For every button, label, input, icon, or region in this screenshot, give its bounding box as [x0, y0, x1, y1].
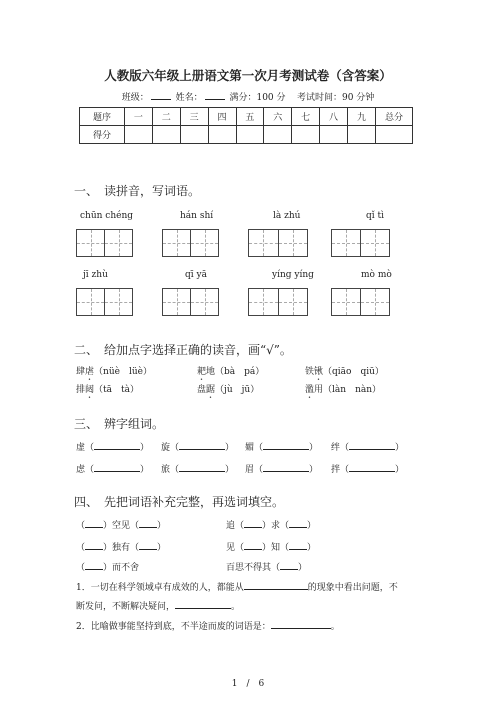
reading-options[interactable]: （bà pá） [215, 367, 265, 377]
score-col-5: 五 [236, 108, 264, 126]
section-1-heading: 一、 读拼音，写词语。 [74, 184, 201, 198]
question-2: 2．比喻做事能坚持到底，不半途而废的词语是： 。 [76, 619, 340, 632]
idiom-item: 百思不得其（ ） [226, 560, 307, 573]
name-blank[interactable] [205, 91, 225, 100]
answer-blank[interactable] [85, 518, 103, 528]
pinyin-1-4: qǐ tì [366, 211, 384, 221]
answer-blank[interactable] [179, 462, 225, 472]
score-cell[interactable] [348, 126, 376, 144]
char: 媚 [245, 443, 255, 453]
answer-blank[interactable] [244, 580, 308, 590]
char-item: 媚（ ） [245, 440, 318, 453]
reading-item: 耙地（bà pá） [197, 367, 265, 377]
score-col-total: 总分 [376, 108, 413, 126]
char-item: 绊（ ） [331, 440, 404, 453]
score-cell[interactable] [208, 126, 236, 144]
score-value-row [80, 126, 413, 144]
answer-blank[interactable] [263, 440, 309, 450]
writing-grid[interactable] [248, 288, 308, 316]
char-item: 虚（ ） [76, 440, 149, 453]
score-col-6: 六 [264, 108, 292, 126]
writing-grid[interactable] [76, 229, 133, 257]
answer-blank[interactable] [179, 440, 225, 450]
answer-blank[interactable] [85, 560, 103, 570]
char: 眉 [245, 465, 255, 475]
pinyin-2-4: mò mò [361, 270, 392, 280]
idiom-item: 追（ ）求（ ） [226, 518, 316, 531]
score-col-4: 四 [208, 108, 236, 126]
writing-grid[interactable] [162, 229, 219, 257]
score-col-7: 七 [292, 108, 320, 126]
char: 旅 [161, 465, 171, 475]
char: 拌 [331, 465, 341, 475]
dotted-char: 闼 [85, 385, 95, 395]
pinyin-1-3: là zhú [273, 211, 301, 221]
answer-blank[interactable] [244, 540, 262, 550]
char: 虚 [76, 443, 86, 453]
answer-blank[interactable] [263, 462, 309, 472]
reading-item: 铁锹（qiāo qiū） [305, 367, 384, 377]
name-label: 姓名： [175, 93, 203, 103]
char: 绊 [331, 443, 341, 453]
score-col-8: 八 [320, 108, 348, 126]
answer-blank[interactable] [94, 440, 140, 450]
answer-blank[interactable] [94, 462, 140, 472]
exam-info [0, 90, 496, 103]
char: 旋 [161, 443, 171, 453]
page-number: 1 / 6 [231, 679, 265, 689]
score-col-label: 题序 [80, 108, 125, 126]
question-1-line-2: 断发问，不断解决疑问， 。 [76, 599, 240, 612]
reading-options[interactable]: （tā tà） [94, 385, 139, 395]
reading-options[interactable]: （nüè lüè） [94, 367, 152, 377]
score-cell[interactable] [236, 126, 264, 144]
answer-blank[interactable] [349, 440, 395, 450]
class-label: 班级： [121, 93, 149, 103]
pinyin-1-1: chūn chéng [80, 211, 134, 221]
full-score: 满分：100 分 [229, 93, 286, 103]
answer-blank[interactable] [139, 540, 157, 550]
score-cell[interactable] [376, 126, 413, 144]
score-row-label: 得分 [80, 126, 125, 144]
score-cell[interactable] [264, 126, 292, 144]
char-item: 旋（ ） [161, 440, 234, 453]
char-item: 拌（ ） [331, 462, 404, 475]
class-blank[interactable] [151, 91, 171, 100]
score-cell[interactable] [125, 126, 153, 144]
dotted-char: 踞 [206, 385, 216, 395]
score-col-2: 二 [152, 108, 180, 126]
dotted-char: 锹 [314, 367, 324, 377]
pinyin-2-1: jī zhù [83, 270, 108, 280]
writing-grid[interactable] [331, 288, 390, 316]
answer-blank[interactable] [244, 518, 262, 528]
answer-blank[interactable] [175, 599, 231, 609]
pinyin-1-2: hán shí [180, 211, 214, 221]
dotted-char: 耙 [197, 367, 207, 377]
score-col-3: 三 [180, 108, 208, 126]
reading-item: 濫用（làn nàn） [305, 385, 382, 395]
dotted-char: 濫 [305, 385, 315, 395]
reading-item: 排闼（tā tà） [76, 385, 139, 395]
dotted-char: 虐 [85, 367, 95, 377]
score-cell[interactable] [152, 126, 180, 144]
reading-item: 肆虐（nüè lüè） [76, 367, 152, 377]
pinyin-2-2: qī yā [185, 270, 207, 280]
pinyin-2-3: yíng yíng [272, 270, 314, 280]
question-1-line-1: 1．一切在科学领域卓有成效的人，都能从 的现象中看出问题，不 [76, 580, 398, 593]
char-item: 旅（ ） [161, 462, 234, 475]
score-col-1: 一 [125, 108, 153, 126]
score-col-9: 九 [348, 108, 376, 126]
score-cell[interactable] [292, 126, 320, 144]
score-cell[interactable] [180, 126, 208, 144]
answer-blank[interactable] [139, 518, 157, 528]
section-2-heading: 二、 给加点字选择正确的读音，画“√”。 [74, 343, 292, 357]
writing-grid[interactable] [162, 288, 219, 316]
score-cell[interactable] [320, 126, 348, 144]
answer-blank[interactable] [289, 540, 307, 550]
score-table [79, 107, 413, 144]
char: 虑 [76, 465, 86, 475]
reading-options[interactable]: （qiāo qiū） [323, 367, 384, 377]
idiom-item: （ ）而不舍 [76, 560, 139, 573]
idiom-item: 见（ ）知（ ） [226, 540, 316, 553]
idiom-item: （ ）空见（ ） [76, 518, 166, 531]
answer-blank[interactable] [271, 619, 331, 629]
exam-time: 考试时间：90 分钟 [296, 93, 375, 103]
answer-blank[interactable] [349, 462, 395, 472]
writing-grid[interactable] [76, 288, 133, 316]
writing-grid[interactable] [248, 229, 308, 257]
reading-options[interactable]: （jù jū） [215, 385, 260, 395]
reading-options[interactable]: （làn nàn） [323, 385, 382, 395]
section-3-heading: 三、 辨字组词。 [74, 417, 165, 431]
char-item: 眉（ ） [245, 462, 318, 475]
score-header-row [80, 108, 413, 126]
writing-grid[interactable] [331, 229, 390, 257]
reading-item: 盘踞（jù jū） [197, 385, 260, 395]
answer-blank[interactable] [280, 560, 298, 570]
char-item: 虑（ ） [76, 462, 149, 475]
answer-blank[interactable] [289, 518, 307, 528]
section-4-heading: 四、 先把词语补充完整，再选词填空。 [74, 495, 285, 509]
idiom-item: （ ）独有（ ） [76, 540, 166, 553]
answer-blank[interactable] [85, 540, 103, 550]
page-title: 人教版六年级上册语文第一次月考测试卷（含答案） [104, 68, 392, 83]
